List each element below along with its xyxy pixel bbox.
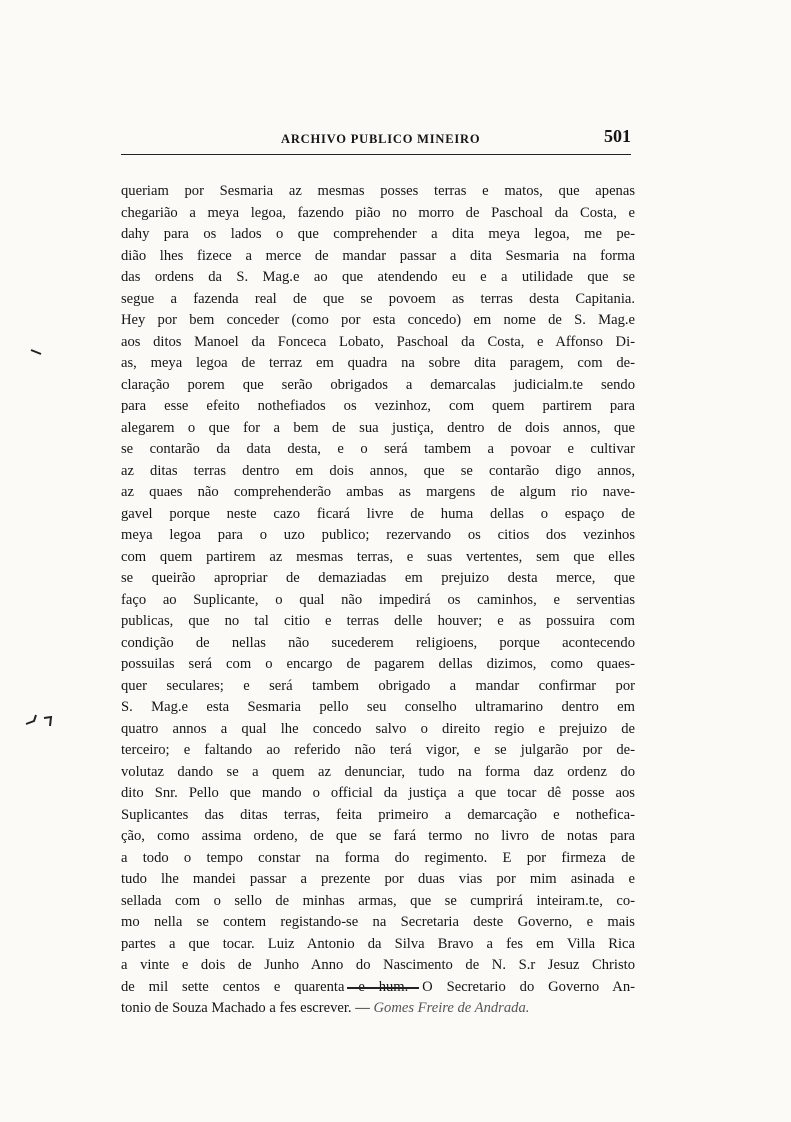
running-header: [121, 126, 631, 156]
text-line: quatro annos a qual lhe concedo salvo o direito regio e prejuizo de: [121, 720, 635, 737]
text-line: volutaz dando se a quem az denunciar, tudo na forma daz ordenz do: [121, 763, 635, 780]
final-line: [121, 998, 635, 1020]
text-line: az ditas terras dentro em dois annos, que se contarão digo annos,: [121, 462, 635, 479]
text-line: claração porem que serão obrigados a demarcalas judicialm.te sendo: [121, 376, 635, 393]
text-line: faço ao Suplicante, o qual não impedirá os caminhos, e serventias: [121, 591, 635, 608]
text-line: a todo o tempo constar na forma do regimento. E por firmeza de: [121, 849, 635, 866]
signature: Gomes Freire de Andrada.: [373, 1000, 530, 1016]
text-line: chegarião a meya legoa, fazendo pião no morro de Paschoal da Costa, e: [121, 204, 635, 221]
text-line: a vinte e dois de Junho Anno do Nascimento de N. S.r Jesuz Christo: [121, 957, 635, 973]
text-line: partes a que tocar. Luiz Antonio da Silva Bravo a fes em Villa Rica: [121, 935, 635, 952]
text-line: com quem partirem az mesmas terras, e suas vertentes, sem que elles: [121, 548, 635, 565]
text-line: sellada com o sello de minhas armas, que se cumprirá inteiram.te, co-: [121, 892, 635, 909]
text-line: tudo lhe mandei passar a prezente por duas vias por mim asinada e: [121, 871, 635, 887]
page-number: 501: [604, 126, 631, 146]
text-line: condição de nellas não sucederem religioens, porque acontecendo: [121, 634, 635, 651]
text-line: az quaes não comprehenderão ambas as margens de algum rio nave-: [121, 484, 635, 500]
journal-title: ARCHIVO PUBLICO MINEIRO: [281, 132, 481, 146]
text-line: queriam por Sesmaria az mesmas posses terras e matos, que apenas: [121, 183, 635, 199]
margin-mark: [30, 349, 42, 355]
text-line: alegarem o que for a bem de sua justiça, dentro de dois annos, que: [121, 419, 635, 436]
text-line: para esse efeito nothefiados os vezinhoz, com quem partirem para: [121, 398, 635, 414]
body-text: [121, 181, 635, 1020]
text-line: publicas, que no tal citio e terras delle houver; e as possuira com: [121, 613, 635, 629]
text-line: ção, como assima ordeno, de que se fará termo no livro de notas para: [121, 828, 635, 844]
text-line: terceiro; e faltando ao referido não terá vigor, e se julgarão por de-: [121, 742, 635, 758]
text-line: gavel porque neste cazo ficará livre de huma dellas o espaço de: [121, 505, 635, 522]
final-line-text: tonio de Souza Machado a fes escrever. —: [121, 1000, 370, 1016]
text-line: meya legoa para o uzo publico; rezervando os citios dos vezinhos: [121, 527, 635, 543]
text-line: das ordens da S. Mag.e ao que atendendo eu e a utilidade que se: [121, 269, 635, 285]
text-line: Hey por bem conceder (como por esta concedo) em nome de S. Mag.e: [121, 312, 635, 328]
text-line: mo nella se contem registando-se na Secretaria deste Governo, e mais: [121, 914, 635, 930]
margin-mark: [24, 712, 54, 730]
text-line: de mil sette centos e quarenta e hum. O Secretario do Governo An-: [121, 978, 635, 995]
text-line: possuilas será com o encargo de pagarem dellas dizimos, como quaes-: [121, 656, 635, 672]
text-line: se queirão apropriar de demaziadas em prejuizo desta merce, que: [121, 570, 635, 586]
text-line: dahy para os lados o que comprehender a dita meya legoa, me pe-: [121, 226, 635, 242]
text-line: as, meya legoa de terraz em quadra na sobre dita paragem, com de-: [121, 355, 635, 371]
text-line: aos ditos Manoel da Fonceca Lobato, Paschoal da Costa, e Affonso Di-: [121, 333, 635, 350]
text-line: dião lhes fizece a merce de mandar passar a dita Sesmaria na forma: [121, 247, 635, 264]
text-line: segue a fazenda real de que se povoem as terras desta Capitania.: [121, 290, 635, 307]
text-line: dito Snr. Pello que mando o official da justiça a que tocar dê posse aos: [121, 785, 635, 801]
header-rule: [121, 154, 631, 155]
text-line: Suplicantes das ditas terras, feita primeiro a demarcação e nothefica-: [121, 806, 635, 823]
end-rule: [347, 987, 419, 989]
text-line: S. Mag.e esta Sesmaria pello seu conselho ultramarino dentro em: [121, 699, 635, 715]
text-line: quer seculares; e será tambem obrigado a mandar confirmar por: [121, 677, 635, 694]
text-line: se contarão da data desta, e o será tambem a povoar e cultivar: [121, 441, 635, 457]
